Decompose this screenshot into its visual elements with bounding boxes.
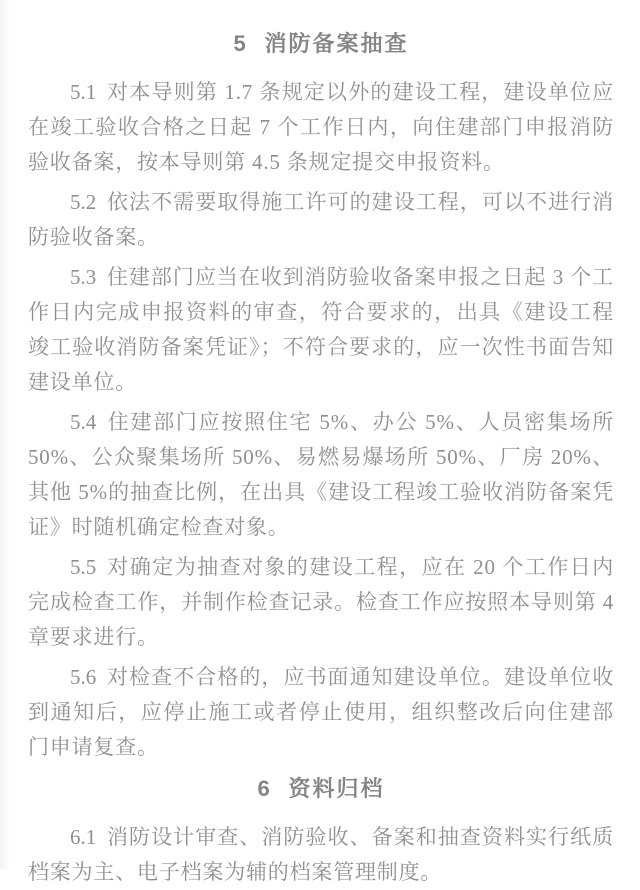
section-number: 5 — [233, 31, 246, 56]
clause-5-1 — [28, 75, 614, 180]
section-number: 6 — [257, 776, 270, 801]
clause-number: 5.4 — [70, 410, 97, 434]
clause-5-6 — [28, 660, 614, 765]
clause-text: 对确定为抽查对象的建设工程，应在 20 个工作日内完成检查工作，并制作检查记录。检查工作应按照本导则第 4 章要求进行。 — [28, 555, 614, 649]
clause-text: 对检查不合格的，应书面通知建设单位。建设单位收到通知后，应停止施工或者停止使用，组织整改后向住建部门申请复查。 — [28, 665, 614, 759]
clause-number: 5.5 — [70, 555, 97, 579]
clause-number: 6.1 — [70, 825, 97, 849]
section-heading-6 — [28, 775, 614, 803]
clause-text: 住建部门应按照住宅 5%、办公 5%、人员密集场所 50%、公众聚集场所 50%、易燃易爆场所 50%、厂房 20%、其他 5%的抽查比例，在出具《建设工程竣工验收消防备案凭证》时随机确定检查对象。 — [28, 410, 614, 539]
clause-text: 对本导则第 1.7 条规定以外的建设工程，建设单位应在竣工验收合格之日起 7 个工作日内，向住建部门申报消防验收备案，按本导则第 4.5 条规定提交申报资料。 — [28, 80, 614, 174]
clause-5-2 — [28, 185, 614, 255]
clause-text: 住建部门应当在收到消防验收备案申报之日起 3 个工作日内完成申报资料的审查，符合要求的，出具《建设工程竣工验收消防备案凭证》；不符合要求的，应一次性书面告知建设单位。 — [28, 265, 614, 394]
clause-number: 5.1 — [70, 80, 97, 104]
clause-6-1 — [28, 820, 614, 890]
clause-5-4 — [28, 405, 614, 545]
clause-text: 依法不需要取得施工许可的建设工程，可以不进行消防验收备案。 — [28, 190, 614, 249]
clause-number: 5.3 — [70, 265, 97, 289]
clause-5-3 — [28, 260, 614, 400]
section-title: 消防备案抽查 — [264, 31, 409, 56]
clause-number: 5.6 — [70, 665, 97, 689]
clause-text: 消防设计审查、消防验收、备案和抽查资料实行纸质档案为主、电子档案为辅的档案管理制度。 — [28, 825, 614, 884]
clause-number: 5.2 — [70, 190, 97, 214]
section-heading-5 — [28, 30, 614, 58]
section-title: 资料归档 — [288, 776, 385, 801]
clause-5-5 — [28, 550, 614, 655]
